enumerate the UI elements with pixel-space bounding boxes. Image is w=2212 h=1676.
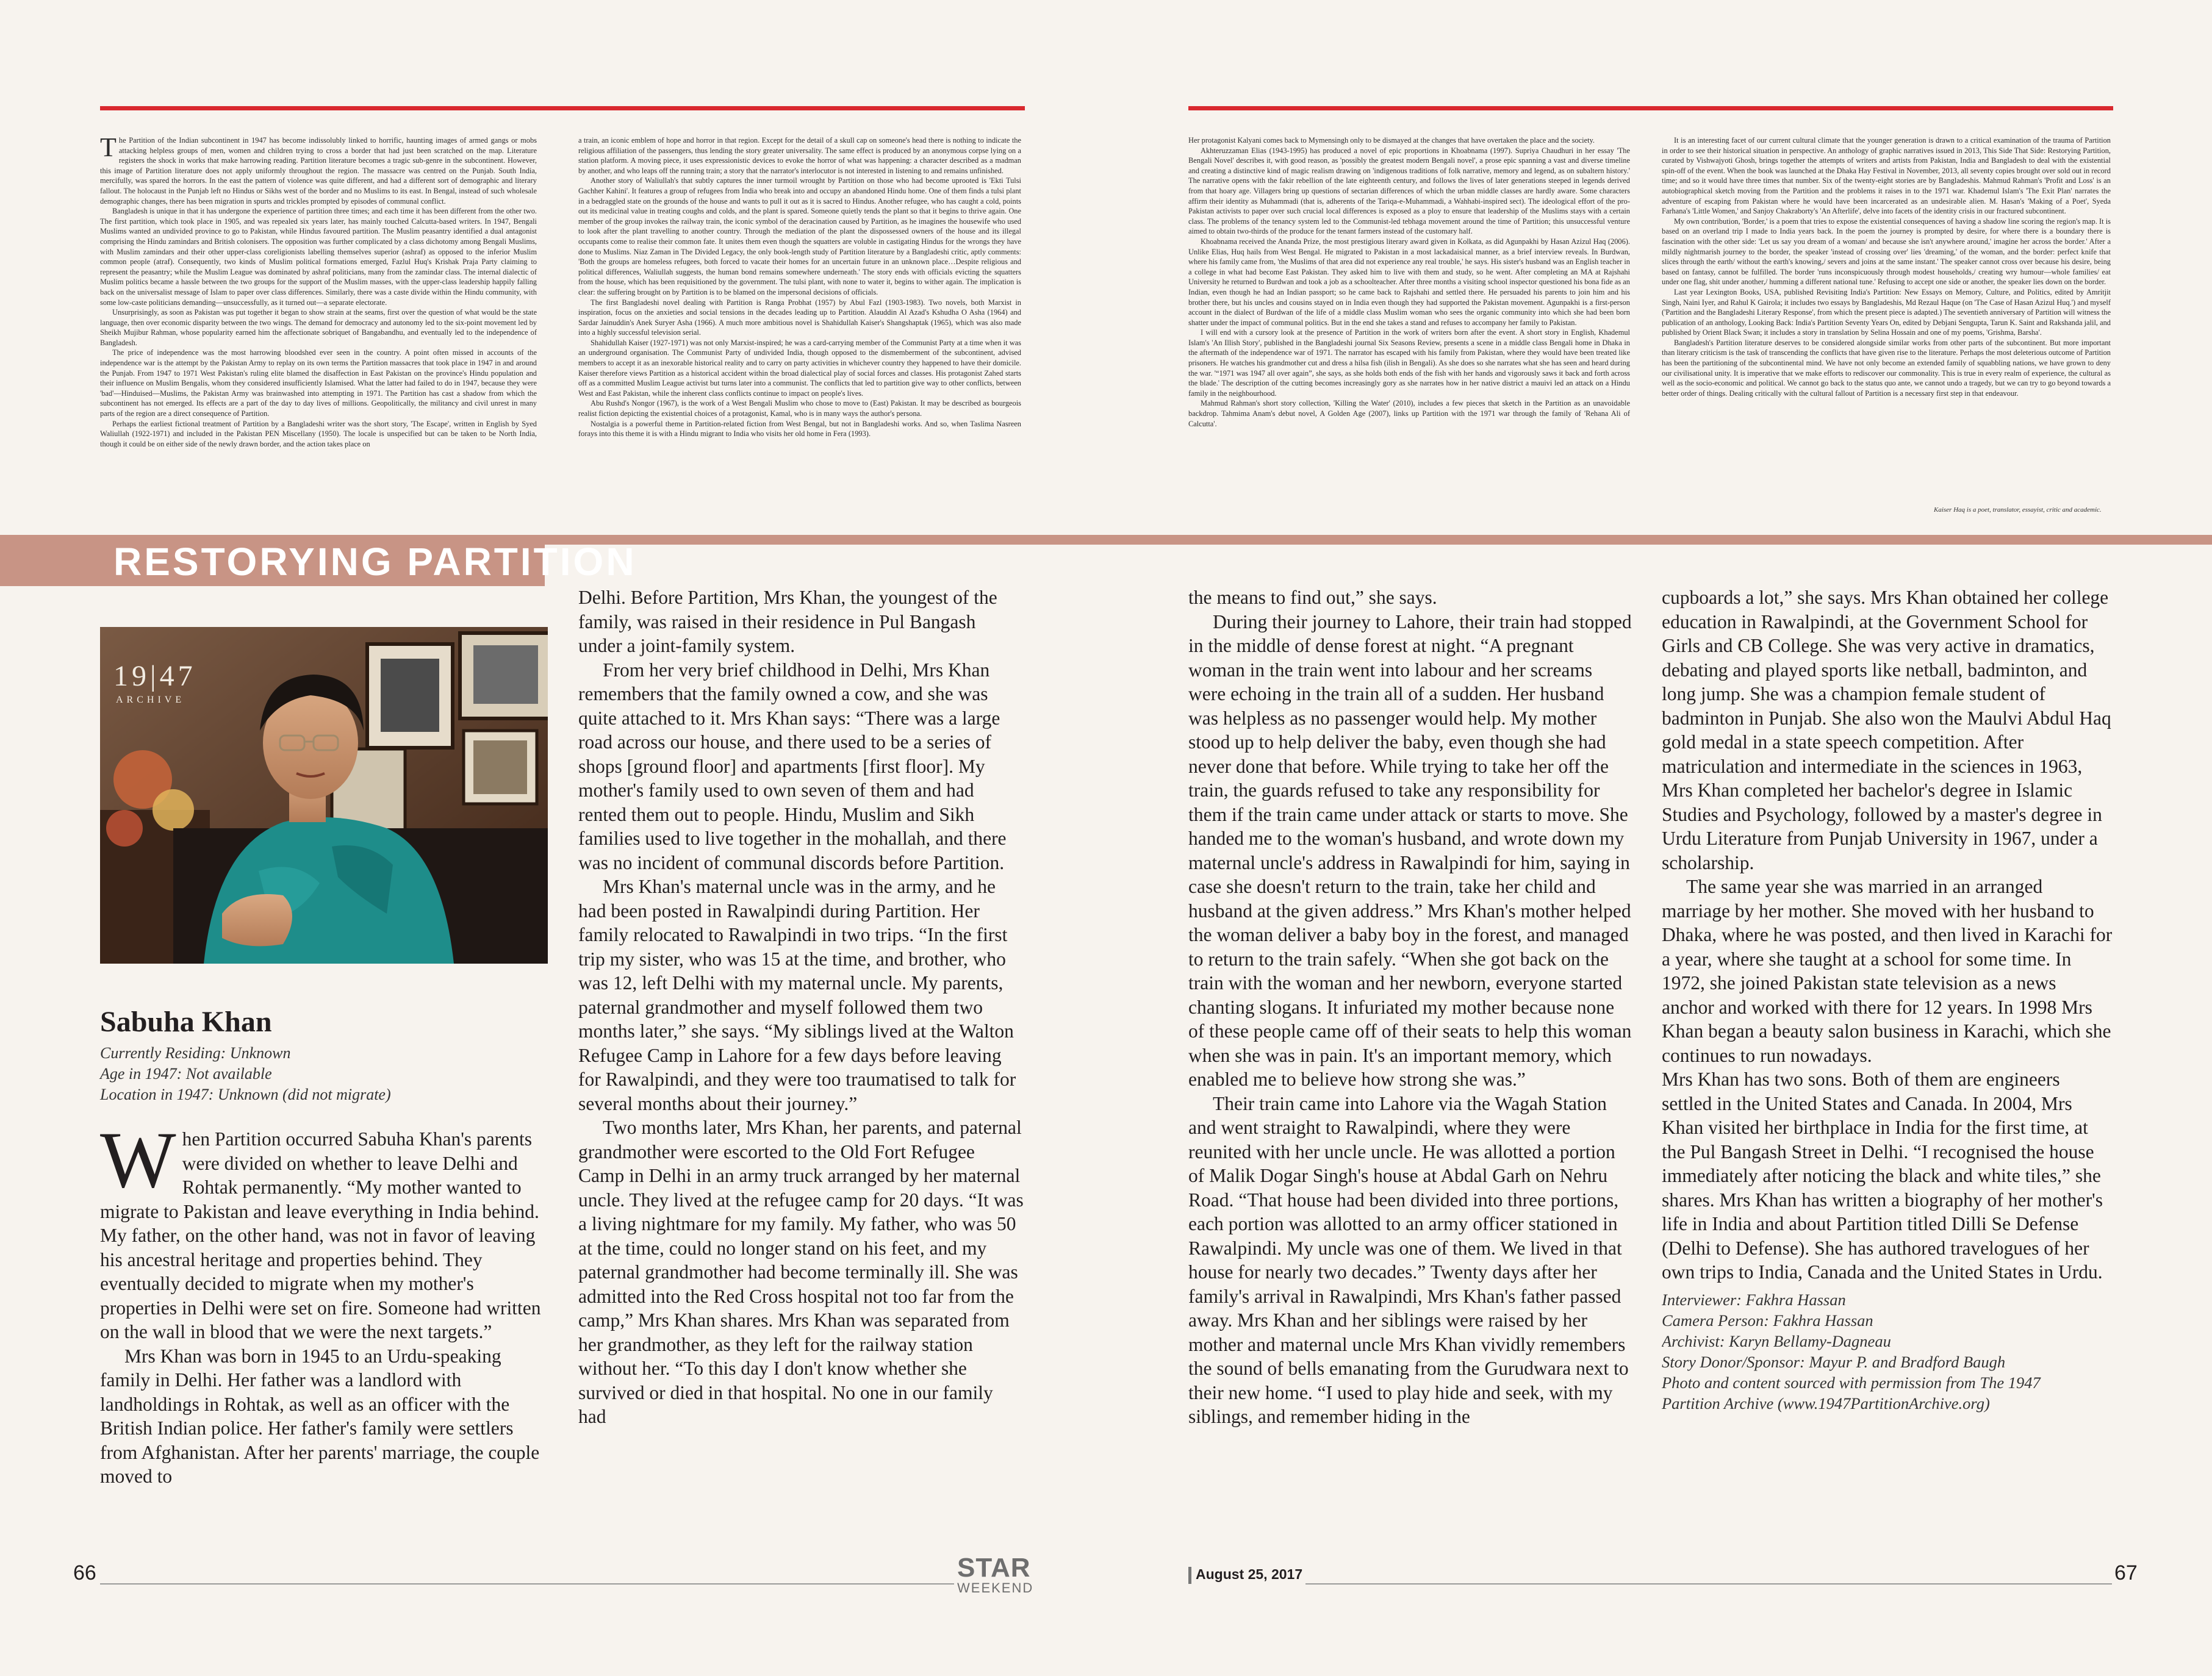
article-paragraph: Mrs Khan's maternal uncle was in the army, and he had been posted in Rawalpindi during Partition. Her family relocated to Rawalpindi in two trips. “In the first trip my sister, who was 15 at the time, and brother, who was 12, left Delhi with my maternal uncle. My parents, paternal grandmother and myself followed them two months later,” she says. “My siblings lived at the Walton Refugee Camp in Lahore for a few days before leaving for Rawalpindi, and they were too traumatised to talk for several months about their journey.” [578, 876, 1016, 1114]
essay-paragraph: Akhteruzzaman Elias (1943-1995) has produced a novel of epic proportions in Khoabnama (1997). Supriya Chaudhuri in her essay 'The Bengali Novel' describes it, with good reason, as 'possibly the greatest modern Bengali novel', a prose epic spanning a vast and diverse timeline and creating a distinctive kind of magic realism drawing on 'indigenous traditions of folk narrative, memory and legend, as on subaltern history.' The narrative opens with the fakir rebellion of the late eighteenth century, and follows the lives of later generations steeped in legends derived from that hoary age. Villagers bring up questions of sectarian differences of which the urban middle classes are hardly aware. Some characters affirm their identity as Muhammadi (that is, adherents of the Tariqa-e-Muhammadi, a Wahhabi-inspired sect). The ideological effort of the pro-Pakistan activists to paper over such crucial local differences is exposed as a ploy to ensure that leadership of the Muslims stays with a certain class. The problems of the tenancy system led to the Communist-led tebhaga movement around the time of Partition; this unsuccessful venture aimed to obtain two-thirds of the produce for the tenant farmers instead of the customary half. [1188, 146, 1630, 236]
essay-paragraph: It is an interesting facet of our current cultural climate that the younger generation is drawn to a critical examination of the trauma of Partition in order to see their historical situation in perspective. An anthology of graphic narratives issued in 2013, This Side That Side: Restorying Partition, curated by Vishwajyoti Ghosh, brings together the attempts of writers and artists from Pakistan, India and Bangladesh to deal with the existential spin-off of the event. When the book was launched at the Dhaka Hay Festival in November, 2013, all seventy copies brought over sold out in record time; and so it would have three times that number. Six of the twenty-eight stories are by Bangladeshis. Mahmud Rahman's 'Profit and Loss' is an autobiographical sketch moving from the Partition and the problems it raises in to the 1971 war. Khademul Islam's 'The Exit Plan' narrates the adventure of escaping from Pakistan where he would have been incarcerated as an undesirable alien. M. Hasan's 'Making of a Poet', Syeda Farhana's 'Little Women,' and Sanjoy Chakraborty's 'An Afterlife', delve into facets of the identity crisis in our fractured subcontinent. [1662, 136, 2111, 216]
essay-author-byline: Kaiser Haq is a poet, translator, essayist, critic and academic. [1934, 506, 2102, 514]
interviewee-name: Sabuha Khan [100, 1006, 272, 1038]
age-in-1947: Age in 1947: Not available [100, 1065, 272, 1083]
article-paragraph: Two months later, Mrs Khan, her parents, and paternal grandmother were escorted to the Old Fort Refugee Camp in Delhi in an army truck arranged by her maternal uncle. They lived at the refugee camp for 20 days. “It was a living nightmare for my family. My father, who was 50 at the time, could no longer stand on his feet, and my paternal grandmother had become terminally ill. She was admitted into the Red Cross hospital not too far from the camp,” Mrs Khan shares. Mrs Khan was separated from her grandmother, as they left for the railway station without her. “To this day I don't know whether she survived or died in that hospital. No one in our family had [578, 1117, 1024, 1427]
essay-paragraph: Bangladesh is unique in that it has undergone the experience of partition three times; and each time it has been different from the other two. The first partition, which took place in 1905, and was repealed six years later, has mainly touched Calcutta-based writers. In 1947, Bengali Muslims wanted an undivided province to go to Pakistan, while Hindus favoured partition. The Muslim peasantry identified a dual antagonist comprising the Hindu zamindars and British colonisers. The opposition was further complicated by a class dichotomy among Bengali Muslims, with Muslim zamindars and their other upper-class coreligionists labelling themselves superior (ashraf) as opposed to the inferior Muslim common people (atraf). Consequently, two kinds of Muslim political formations emerged, Fazlul Huq's Krishak Praja Party claiming to represent the peasantry; while the Muslim League was dominated by ashraf politicians, many from the zamindar class. The internal dialectic of Muslim politics became a hassle between the two groups for the support of the Muslim masses, with the upper-class leadership happily falling back on the universalist message of Islam to paper over class differences. Similarly, there was a caste divide within the Hindu community, with some low-caste politicians demanding—unsuccessfully, as it turned out—a separate electorate. [100, 207, 537, 307]
essay-column-1 [100, 135, 537, 488]
article-paragraph: hen Partition occurred Sabuha Khan's parents were divided on whether to leave Delhi and Rohtak permanently. “My mother wanted to migrate to Pakistan and leave everything in India behind. My father, on the other hand, was not in favor of leaving his ancestral heritage and properties behind. They eventually decided to migrate when my mother's properties in Delhi were set on fire. Someone had written on the wall in blood that we were the next targets.” [100, 1128, 541, 1342]
weekend-logo: WEEKEND [957, 1580, 1034, 1595]
credit-archivist: Archivist: Karyn Bellamy-Dagneau [1662, 1331, 1891, 1350]
essay-paragraph: Abu Rushd's Nongor (1967), is the work of a West Bengali Muslim who chose to move to (East) Pakistan. It may be described as bourgeois realist fiction depicting the existential choices of a protagonist, Kamal, who is in many ways the author's persona. [578, 399, 1021, 418]
essay-paragraph: I will end with a cursory look at the presence of Partition in the work of writers born after the event. A short story in English, Khademul Islam's 'An Illish Story', published in the Bangladeshi journal Six Seasons Review, presents a scene in a middle class Bengali home in Dhaka in the aftermath of the independence war of 1971. The narrator has escaped with his family from Pakistan, where they would have been treated like prisoners. He watches his grandmother cut and dress a hilsa fish (ilish in Bengali). As she does so she narrates what she has seen and heard during the war. '“1971 was 1947 all over again”, she says, as she holds both ends of the fish with her hands and vigorously saws it back and forth across the blade.' The description of the cutting becomes increasingly gory as she narrates how in her native district a mauivi led an attack on a Hindu family in the neighbourhood. [1188, 328, 1630, 398]
article-column-1 [100, 1127, 545, 1542]
article-paragraph: During their journey to Lahore, their train had stopped in the middle of dense forest at night. “A pregnant woman in the train went into labour and her screams were echoing in the train all of a sudden. Her husband was helpless as no passenger would help. My mother stood up to help deliver the baby, even though she had never done that before. While trying to take her off the train, the guards refused to take any responsibility for them if the train came under attack or starts to move. She handed me to the woman's husband, and wrote down my maternal uncle's address in Rawalpindi for him, saying in case she doesn't return to the train, take her child and husband at the given address.” Mrs Khan's mother helped the woman deliver a baby boy in the forest, and managed to return to the train safely. “When she got back on the train with the woman and her newborn, everyone started chanting slogans. It infuriated my mother because none of these people came off of their seats to help this woman when she was in pain. It's an important memory, which enabled me to believe how strong she was.” [1188, 611, 1632, 1090]
credit-camera-person: Camera Person: Fakhra Hassan [1662, 1311, 1873, 1330]
essay-paragraph: Khoabnama received the Ananda Prize, the most prestigious literary award given in Kolkata, as did Agunpakhi by Hasan Azizul Haq (2006). Unlike Elias, Huq hails from West Bengal. He migrated to Pakistan in a most lackadaisical manner, as a brief interview reveals. In Burdwan, where his family came from, 'the Muslims of that area did not experience any real trouble,' he says. His sister's husband was an English teacher in a college in what had become East Pakistan. They asked him to live with them and study, so he went. After completing an MA at Rajshahi University he returned to Burdwan and took a job as a schoolteacher. After three months a visiting school inspector questioned his bona fide as an Indian, even though he had an Indian passport; so he came back to Rajshahi and settled there. He persuaded his parents to join him and his brother there, but his uncles and cousins stayed on in India even though they had supported the Pakistan movement. Agunpakhi is a first-person account in the dialect of Burdwan of the life of a middle class Muslim woman who sees the organic community into which she had been born shatter under the impact of communal politics. But in the end she takes a stand and refuses to accompany her family to Pakistan. [1188, 237, 1630, 327]
essay-paragraph: Shahidullah Kaiser (1927-1971) was not only Marxist-inspired; he was a card-carrying member of the Communist Party at a time when it was an underground organisation. The Communist Party of undivided India, though opposed to the dismemberment of the subcontinent, advised members to accept it as an inexorable historical reality and to carry on party activities in whichever country they happened to have their domicile. Kaiser therefore views Partition as a historical accident within the broad dialectical play of social forces and classes. His protagonist Zahed starts off as a committed Muslim League activist but turns later into a communist. The conflicts that led to partition give way to other conflicts, between West and East Pakistan, while the inherent class conflicts continue to impact on people's lives. [578, 338, 1021, 398]
article-paragraph: Delhi. Before Partition, Mrs Khan, the youngest of the family, was raised in their residence in Pul Bangash under a joint-family system. [578, 587, 997, 656]
essay-paragraph: Perhaps the earliest fictional treatment of Partition by a Bangladeshi writer was the short story, 'The Escape', written in English by Syed Waliullah (1922-1971) and included in the Pakistan PEN Miscellany (1950). The locale is unspecified but can be taken to be North India, though it could be on either side of the newly drawn border, and the action takes place on [100, 419, 537, 448]
essay-paragraph: Bangladesh's Partition literature deserves to be considered alongside similar works from other parts of the subcontinent. But more important than literary criticism is the task of transcending the conflicts that have given rise to the literature. Perhaps the most deleterious outcome of Partition has been the partitioning of the subcontinental mind. We have not only become an extended family of squabbling nations, we have grown to deny our civilisational unity. It is imperative that we make efforts to rediscover our commonality. This is true in every realm of experience, the cultural as well as the socio-economic and political. We cannot go back to the status quo ante, we cannot undo a tragedy, but we can try to go beyond towards a better order of things. Dealing critically with the cultural fallout of Partition is a necessary first step in that endeavour. [1662, 338, 2111, 398]
article-paragraph: Mrs Khan was born in 1945 to an Urdu-speaking family in Delhi. Her father was a landlord with landholdings in Rohtak, as well as an officer with the British Indian police. Her father's family were settlers from Afghanistan. After her parents' marriage, the couple moved to [100, 1345, 540, 1487]
article-drop-cap: W [100, 1127, 176, 1205]
archive-logo-label: ARCHIVE [116, 695, 185, 705]
star-logo: STAR [957, 1553, 1031, 1583]
article-paragraph: The same year she was married in an arranged marriage by her mother. She moved with her husband to Dhaka, where he was posted, and then lived in Karachi for a year, where she taught at a school for some time. In 1972, she joined Pakistan state television as a news anchor and worked with there for 12 years. In 1998 Mrs Khan began a beauty salon business in Karachi, which she continues to run nowadays. [1662, 876, 2113, 1066]
essay-paragraph: Mahmud Rahman's short story collection, 'Killing the Water' (2010), includes a few pieces that sketch in the Partition as an unavoidable backdrop. Tahmima Anam's debut novel, A Golden Age (2007), links up Partition with the 1971 war through the family of 'Rehana Ali of Calcutta'. [1188, 399, 1630, 428]
section-title: RESTORYING PARTITION [113, 540, 637, 584]
residing-status: Currently Residing: Unknown [100, 1044, 291, 1062]
top-right-red-rule [1188, 106, 2113, 110]
essay-paragraph: Another story of Waliullah's that subtly captures the inner turmoil wrought by Partition on those who had become uprooted is 'Ekti Tulsi Gachher Kahini'. It features a group of refugees from India who break into and occupy an abandoned Hindu home. One of them finds a tulsi plant in a bedraggled state on the grounds of the house and wants to pull it out as it is sacred to Hindus. Another refugee, who has caught a cold, points out its medicinal value in treating coughs and colds, and the plant is spared. Someone quietly tends the plant so that it begins to thrive again. One member of the group invokes the railway train, the iconic symbol of the deracination caused by Partition, as he imagines the housewife who used to look after the plant travelling to another country. Through the mediation of the plant the dispossessed owners of the house and its illegal occupants come to realise their common fate. It unites them even though the squatters are voluble in castigating Hindus for the wrongs they have done to Muslims. Niaz Zaman in The Divided Legacy, the only book-length study of Partition literature by a Bangladeshi critic, aptly comments: 'Both the groups are homeless refugees, both forced to vacate their homes for an uncertain future in an unknown place…Despite religious and political differences, Waliullah suggests, the human bond remains somewhere underneath.' The story ends with officials evicting the squatters from the house, which has been requisitioned by the government. The tulsi plant, with none to water it, begins to wither again. The implication is clear: the suffering brought on by Partition is to be blamed on the impersonal decisions of officials. [578, 176, 1021, 296]
article-paragraph: the means to find out,” she says. [1188, 587, 1437, 608]
essay-paragraph: The first Bangladeshi novel dealing with Partition is Ranga Probhat (1957) by Abul Fazl (1903-1983). Two novels, both Marxist in inspiration, focus on the anxieties and social tensions in the decades leading up to Partition. Alauddin Al Azad's Kshudha O Asha (1964) and Sardar Jainuddin's Anek Suryer Asha (1966). A much more ambitious novel is Shahidullah Kaiser's Shangshaptak (1965), which was also made into a highly successful television serial. [578, 298, 1021, 337]
credit-source-line-2: Partition Archive (www.1947PartitionArchive.org) [1662, 1394, 1990, 1413]
article-paragraph: Their train came into Lahore via the Wagah Station and went straight to Rawalpindi, where they were reunited with her uncle uncle. He was allotted a portion of Malik Dogar Singh's house at Abdal Garh on Nehru Road. “That house had been divided into three portions, each portion was allotted to an army officer stationed in Rawalpindi. My uncle was one of them. We lived in that house for nearly two decades.” Twenty days after her family's arrival in Rawalpindi, Mrs Khan's father passed away. Mrs Khan and her siblings were raised by her mother and maternal uncle Mrs Khan vividly remembers the sound of bells emanating from the Gurudwara next to their new home. “I used to play hide and seek, with my siblings, and remember hiding in the [1188, 1092, 1629, 1427]
article-paragraph: Mrs Khan has two sons. Both of them are engineers settled in the United States and Canada. In 2004, Mrs Khan visited her birthplace in India for the first time, at the Pul Bangash Street in Delhi. “I recognised the house immediately after noticing the black and white tiles,” she shares. Mrs Khan has written a biography of her mother's life in India and about Partition titled Dilli Se Defense (Delhi to Defense). She has authored travelogues of her own trips to India, Canada and the United States in Urdu. [1662, 1069, 2103, 1283]
essay-paragraph: My own contribution, 'Border,' is a poem that tries to expose the existential consequences of having a shadow line scoring the region's map. It is based on an overland trip I made to India years back. In the poem the journey is prompted by desire, for where there is a boundary there is fascination with the other side: 'Let us say you dream of a woman/ and because she isn't anywhere around,' imagine her across the border.' After a mildly nightmarish journey to the border, the speaker 'instead of crossing over' lies 'dreaming,' of the woman, and the border: perfect knife that slices through the earth/ without the earth's knowing,/ severs and joins at the same instant.' The speaker cannot cross over because his desire, being based on fantasy, cannot be fulfilled. The border 'runs inconspicuously through modest households,/ creating wry humour—whole families/ eat under one flag, shit under another,/ humming a different national tune.' Refusing to accept one side or another, the speaker lies down on the border. [1662, 217, 2111, 287]
credit-story-donor: Story Donor/Sponsor: Mayur P. and Bradford Baugh [1662, 1352, 2006, 1371]
footer-rule-left [100, 1583, 954, 1585]
essay-column-4 [1662, 135, 2111, 488]
article-column-4 [1662, 586, 2113, 1543]
essay-paragraph: Unsurprisingly, as soon as Pakistan was put together it began to show strain at the seams, first over the question of what would be the state language, then over economic disparity between the two wings. The demand for democracy and autonomy led to the six-point movement led by Sheikh Mujibur Rahman, whose popularity earned him the affectionate sobriquet of Bangabandhu, and eventually led to the independence of Bangladesh. [100, 308, 537, 347]
location-in-1947: Location in 1947: Unknown (did not migrate) [100, 1086, 391, 1103]
essay-drop-cap: T [100, 135, 117, 162]
article-paragraph: From her very brief childhood in Delhi, Mrs Khan remembers that the family owned a cow, and she was quite attached to it. Mrs Khan says: “There was a large road across our house, and there used to be a series of shops [ground floor] and apartments [first floor]. My mother's family used to own seven of them and had rented them out to people. Hindu, Muslim and Sikh families used to live together in the mohallah, and there was no incident of communal discords before Partition. [578, 659, 1007, 873]
date-marker [1188, 1567, 1191, 1584]
essay-paragraph: he Partition of the Indian subcontinent in 1947 has become indissolubly linked to horrific, haunting images of armed gangs or mobs attacking helpless groups of men, women and children trying to cross a border that had just been scratched on the map. Literature registers the shock in works that make harrowing reading. Partition literature becomes a tragic sub-genre in the subcontinent. However, this image of Partition literature does not apply uniformly throughout the region. The massacre was centred on the Punjab. South India, mercifully, was spared the horrors. In the east the pattern of violence was quite different, and had a different sort of demographic and literary fallout. The holocaust in the Punjab left no Hindus or Sikhs west of the border and no Muslims to its east. In Bengal, instead of such wholesale demographic changes, there has been migration in spurts and trickles prompted by episodes of communal conflict. [100, 136, 537, 206]
archive-logo-year: 19|47 [113, 660, 196, 692]
credits-block [1662, 1289, 2113, 1414]
page-number-left: 66 [73, 1561, 96, 1585]
credit-interviewer: Interviewer: Fakhra Hassan [1662, 1290, 1846, 1309]
essay-paragraph: Last year Lexington Books, USA, published Revisiting India's Partition: New Essays on Memory, Culture, and Politics, edited by Amritjit Singh, Naini Iyer, and Rahul K Gairola; it includes two essays by Bangladeshis, Md Rezaul Haque (on 'The Case of Hasan Azizul Huq.') and myself ('Partition and the Bangladeshi Literary Response', from which the present piece is adapted.) The seventieth anniversary of Partition will witness the publication of an anthology, Looking Back: India's Partition Seventy Years On, edited by Debjani Sengupta, Tarun K. Saint and Rakshanda jalil, and published by Orient Black Swan; it includes a story in translation by Selina Hossain and one of my poems, 'Grishma, Barsha'. [1662, 287, 2111, 337]
footer-rule-right [1305, 1583, 2112, 1585]
top-left-red-rule [100, 106, 1025, 110]
article-column-3 [1188, 586, 1634, 1543]
article-paragraph: cupboards a lot,” she says. Mrs Khan obtained her college education in Rawalpindi, at the Government School for Girls and CB College. She was very active in dramatics, debating and played sports like netball, badminton, and long jump. She was a champion female student of badminton in Punjab. She also won the Maulvi Abdul Haq gold medal in a state speech competition. After matriculation and intermediate in the sciences in 1963, Mrs Khan completed her bachelor's degree in Islamic Studies and Psychology, followed by a master's degree in Urdu Literature from Punjab University in 1967, under a scholarship. [1662, 587, 2111, 873]
issue-date: August 25, 2017 [1196, 1566, 1303, 1582]
credit-source-line-1: Photo and content sourced with permission from The 1947 [1662, 1373, 2041, 1392]
essay-paragraph: Her protagonist Kalyani comes back to Mymensingh only to be dismayed at the changes that have overtaken the place and the society. [1188, 136, 1595, 145]
essay-paragraph: The price of independence was the most harrowing bloodshed ever seen in the country. A point often missed in accounts of the independence war is the attempt by the Pakistan Army to replay on its own terms the Partition massacres that took place in 1947 in and around the Punjab. From 1947 to 1971 West Pakistan's ruling elite blamed the disaffection in East Pakistan on the province's Hindu population and their influence on Muslim Bengalis, whom they considered insufficiently Islamised. What the latter had failed to do in 1947, because they were 'bad'—Hinduised—Muslims, the Pakistan Army was brainwashed into attempting in 1971. The Partition has cast a shadow from which the subcontinent has not emerged. Its effects are a part of the day to day lives of millions. Geopolitically, the militancy and civil unrest in many parts of the region are a direct consequence of Partition. [100, 348, 537, 418]
essay-column-2 [578, 135, 1021, 488]
essay-paragraph: a train, an iconic emblem of hope and horror in that region. Except for the detail of a skull cap on someone's head there is nothing to indicate the religious affiliation of the passengers, thus lending the story greater universality. The same effect is produced by an anonymous corpse lying on a station platform. A moving piece, it uses expressionistic devices to evoke the horror of what was happening: a character described as a madman by another, and who leaps off the running train; a story that the narrator's interlocutor is not interested in listening to and remains unfinished. [578, 136, 1021, 175]
article-column-2 [578, 586, 1024, 1543]
page-number-right: 67 [2114, 1561, 2138, 1585]
portrait-photo [100, 627, 548, 964]
essay-column-3 [1188, 135, 1630, 488]
essay-paragraph: Nostalgia is a powerful theme in Partition-related fiction from West Bengal, but not in Bangladeshi works. And so, when Taslima Nasreen forays into this theme it is with a Hindu migrant to India who visits her old home in Fera (1993). [578, 419, 1021, 439]
